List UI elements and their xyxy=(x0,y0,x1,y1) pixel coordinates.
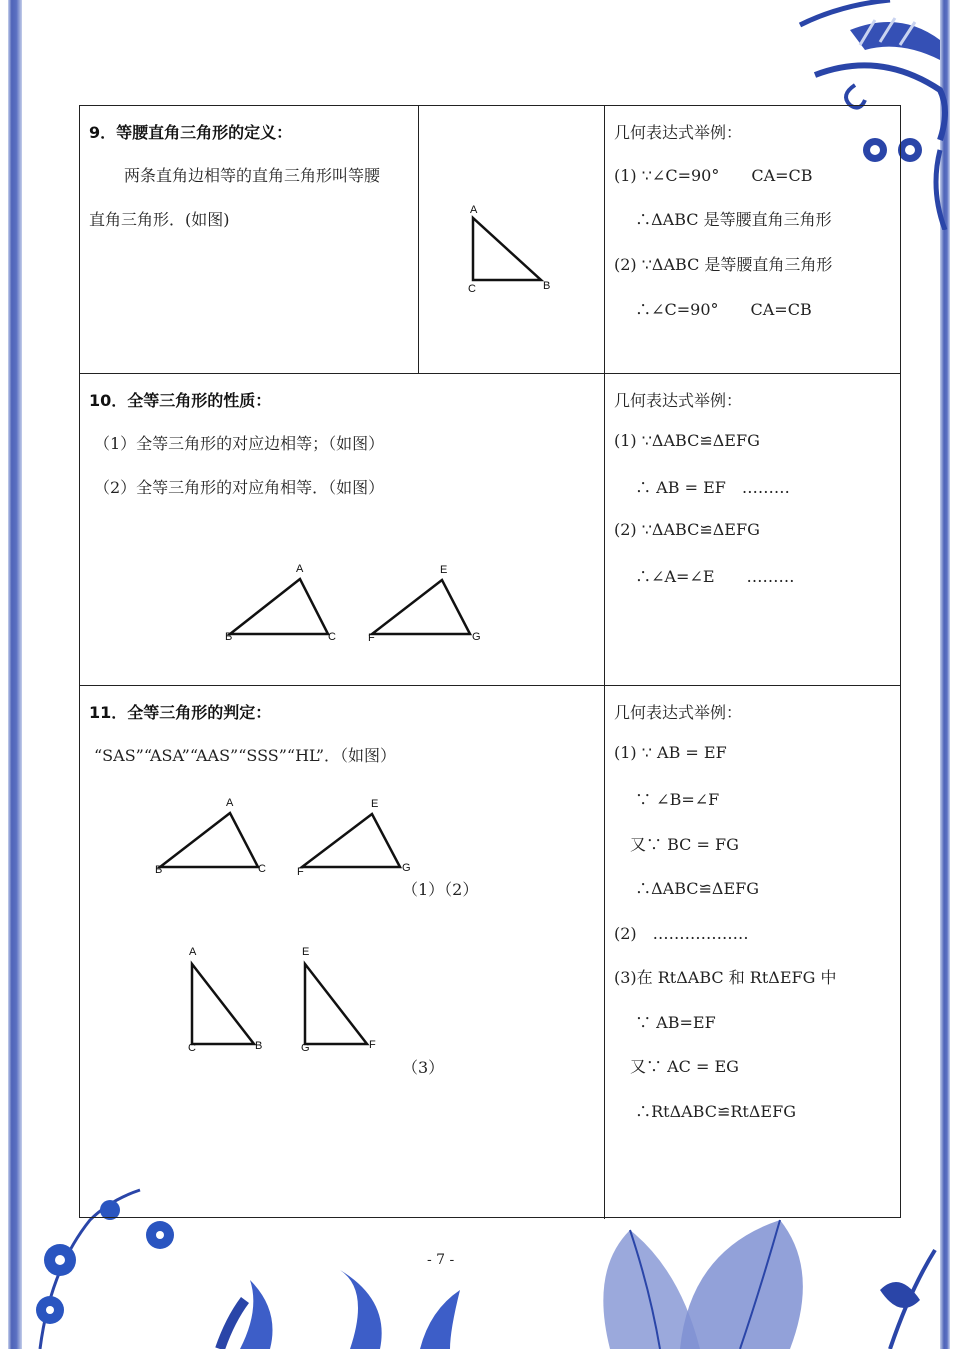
triangle-efg-figure xyxy=(372,578,472,638)
section-9-examples-title: 几何表达式举例： xyxy=(614,123,743,142)
section-10-examples-title: 几何表达式举例： xyxy=(614,391,743,410)
vertex-label-e: E xyxy=(371,798,379,810)
vertex-label-c: C xyxy=(328,631,336,643)
section-10-examples-cell xyxy=(605,374,902,685)
section-10-property-cell xyxy=(80,374,605,685)
vertex-label-c: C xyxy=(468,283,476,295)
section-9-heading: 9．等腰直角三角形的定义： xyxy=(89,123,293,142)
isosceles-right-triangle-figure xyxy=(469,216,549,286)
section-9-example-line: (2) ∵ΔABC 是等腰直角三角形 xyxy=(614,255,833,274)
vertex-label-g: G xyxy=(301,1042,310,1054)
vertex-label-a: A xyxy=(296,563,304,575)
section-9-example-line: (1) ∵∠C=90° CA=CB xyxy=(614,166,813,185)
lotus-decoration-icon xyxy=(590,1210,940,1349)
section-11-row xyxy=(80,686,900,1219)
section-9-body-line-1: 两条直角边相等的直角三角形叫等腰 xyxy=(124,166,381,185)
section-11-example-line: ∵ AB=EF xyxy=(614,1013,716,1032)
vertex-label-g: G xyxy=(402,862,411,874)
vertex-label-b: B xyxy=(225,631,233,643)
section-11-example-line: (2) ……………… xyxy=(614,924,749,943)
section-11-example-line: ∵ ∠B=∠F xyxy=(614,790,720,809)
triangle-abc-figure xyxy=(160,811,260,871)
vertex-label-b: B xyxy=(543,280,551,292)
section-10-example-line: (1) ∵ΔABC≌ΔEFG xyxy=(614,431,760,450)
section-9-examples-cell xyxy=(605,106,902,373)
section-9-example-line: ∴∠C=90° CA=CB xyxy=(614,300,812,319)
vertex-label-b: B xyxy=(155,864,163,876)
section-11-criteria-cell xyxy=(80,686,605,1219)
section-10-body-line-2: （2）全等三角形的对应角相等．（如图） xyxy=(94,478,385,497)
vertex-label-f: F xyxy=(368,632,375,644)
section-10-heading: 10．全等三角形的性质： xyxy=(89,391,272,410)
vertex-label-g: G xyxy=(472,631,481,643)
section-10-example-line: ∴∠A=∠E ……… xyxy=(614,567,795,586)
section-10-body-line-1: （1）全等三角形的对应边相等；（如图） xyxy=(94,434,385,453)
vertex-label-a: A xyxy=(189,946,197,958)
vertex-label-c: C xyxy=(258,863,266,875)
figure-caption-1-2: （1）（2） xyxy=(402,880,479,899)
section-11-example-line: 又∵ AC = EG xyxy=(614,1057,739,1076)
vertex-label-e: E xyxy=(302,946,310,958)
vertex-label-a: A xyxy=(226,797,234,809)
section-11-example-line: 又∵ BC = FG xyxy=(614,835,739,854)
vertex-label-b: B xyxy=(255,1040,263,1052)
triangle-efg-figure xyxy=(302,812,402,872)
section-9-figure-cell xyxy=(419,106,605,373)
bottom-leaf-decoration-icon xyxy=(220,1250,520,1349)
section-11-example-line: (3)在 RtΔABC 和 RtΔEFG 中 xyxy=(614,968,837,987)
section-11-heading: 11．全等三角形的判定： xyxy=(89,703,272,722)
vertex-label-f: F xyxy=(297,866,304,878)
section-9-row xyxy=(80,106,900,374)
left-border-stripe xyxy=(8,0,22,1349)
section-9-body-line-2: 直角三角形．(如图) xyxy=(89,210,230,229)
content-table xyxy=(79,105,901,1218)
page-number: - 7 - xyxy=(427,1252,455,1268)
vertex-label-c: C xyxy=(188,1042,196,1054)
right-border-stripe xyxy=(940,0,950,1349)
section-11-example-line: ∴RtΔABC≌RtΔEFG xyxy=(614,1102,796,1121)
section-11-example-line: ∴ΔABC≌ΔEFG xyxy=(614,879,760,898)
section-11-examples-cell xyxy=(605,686,902,1219)
vertex-label-f: F xyxy=(369,1039,376,1051)
section-10-example-line: ∴ AB = EF ……… xyxy=(614,478,790,497)
section-10-row xyxy=(80,374,900,686)
figure-caption-3: （3） xyxy=(402,1058,445,1077)
vertex-label-e: E xyxy=(440,564,448,576)
section-11-body-line-1: “SAS”“ASA”“AAS”“SSS”“HL”．（如图） xyxy=(94,746,397,765)
section-11-example-line: (1) ∵ AB = EF xyxy=(614,743,727,762)
section-9-definition-cell xyxy=(80,106,419,373)
vertex-label-a: A xyxy=(470,204,478,216)
section-9-example-line: ∴ΔABC 是等腰直角三角形 xyxy=(614,210,832,229)
triangle-abc-figure xyxy=(230,577,330,637)
right-triangle-efg-figure xyxy=(303,962,373,1047)
right-triangle-abc-figure xyxy=(190,962,260,1047)
section-11-examples-title: 几何表达式举例： xyxy=(614,703,743,722)
section-10-example-line: (2) ∵ΔABC≌ΔEFG xyxy=(614,520,760,539)
